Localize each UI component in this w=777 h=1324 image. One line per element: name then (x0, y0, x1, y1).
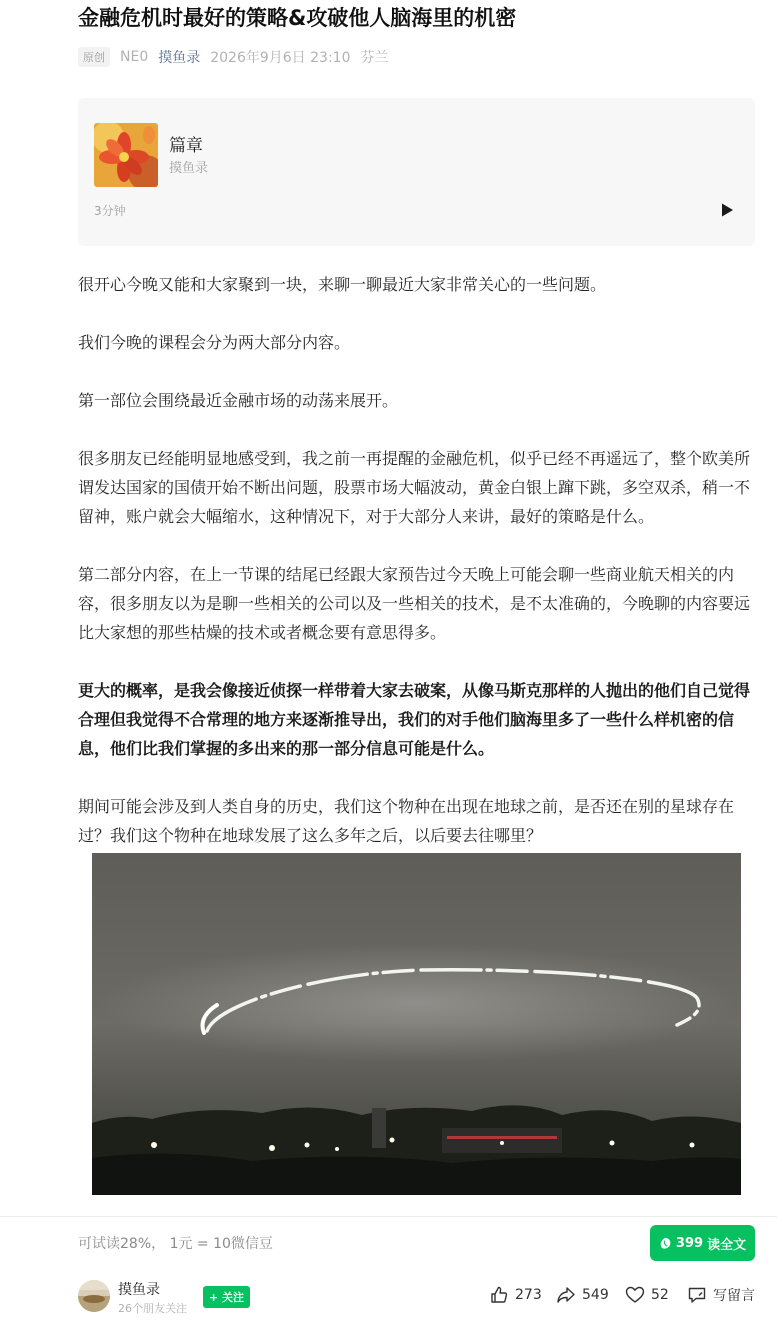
heart-icon (625, 1285, 645, 1305)
article-paragraph: 期间可能会涉及到人类自身的历史，我们这个物种在出现在地球之前，是否还在别的星球存在过？我们这个物种在地球发展了这么多年之后，以后要去往哪里？ (78, 797, 735, 845)
wechat-bean-icon (659, 1237, 672, 1250)
comment-button[interactable] (687, 1285, 755, 1305)
article-paragraph: 很多朋友已经能明显地感受到，我之前一再提醒的金融危机，似乎已经不再遥远了，整个欧美所谓发达国家的国债开始不断出问题，股票市场大幅波动，黄金白银上蹿下跳，多空双杀，稍一不留神，账户就会大幅缩水，这种情况下，对于大部分人来讲，最好的策略是什么。 (78, 449, 751, 526)
audio-account: 摸鱼录 (169, 161, 209, 176)
read-full-button[interactable] (650, 1225, 755, 1261)
like-button[interactable] (489, 1285, 542, 1305)
share-button[interactable] (556, 1285, 609, 1305)
audio-duration: 3分钟 (94, 204, 126, 218)
share-count: 549 (582, 1287, 609, 1303)
like-count: 273 (515, 1287, 542, 1303)
article-body (78, 270, 756, 879)
trial-read-info: 可试读28%， 1元 = 10微信豆 (78, 1236, 273, 1252)
favorite-button[interactable] (625, 1285, 669, 1305)
share-icon (556, 1285, 576, 1305)
comment-icon (687, 1285, 707, 1305)
comment-label: 写留言 (713, 1288, 755, 1304)
audio-cover-image (94, 123, 158, 187)
account-link[interactable]: 摸鱼录 (158, 50, 201, 66)
audio-card[interactable] (78, 98, 755, 246)
original-badge: 原创 (78, 47, 110, 67)
article-photo (92, 853, 741, 1195)
article-meta (78, 46, 388, 68)
article-paragraph: 第二部分内容，在上一节课的结尾已经跟大家预告过今天晚上可能会聊一些商业航天相关的内容，很多朋友以为是聊一些相关的公司以及一些相关的技术，是不太准确的，今晚聊的内容要远比大家想的那些枯燥的技术或者概念要有意思得多。 (78, 565, 751, 642)
thumbs-up-icon (489, 1285, 509, 1305)
article-paragraph: 很开心今晚又能和大家聚到一块，来聊一聊最近大家非常关心的一些问题。 (78, 275, 607, 294)
article-paragraph: 第一部位会围绕最近金融市场的动荡来展开。 (78, 391, 399, 410)
footer-divider (0, 1216, 777, 1217)
footer-account-name[interactable]: 摸鱼录 (118, 1282, 160, 1298)
read-full-label: 读全文 (707, 1237, 747, 1253)
play-icon[interactable] (719, 202, 735, 218)
read-count: 399 (675, 1235, 704, 1251)
avatar[interactable] (78, 1280, 110, 1312)
publish-date: 2026年9月6日 23:10 (210, 50, 351, 66)
article-paragraph-bold: 更大的概率，是我会像接近侦探一样带着大家去破案，从像马斯克那样的人抛出的他们自己觉得合理但我觉得不合常理的地方来逐渐推导出，我们的对手他们脑海里多了一些什么样机密的信息，他们比我们掌握的多出来的那一部分信息可能是什么。 (78, 681, 751, 758)
article-paragraph: 我们今晚的课程会分为两大部分内容。 (78, 333, 351, 352)
favorite-count: 52 (651, 1287, 669, 1303)
audio-title: 篇章 (169, 136, 203, 156)
follow-button[interactable]: + 关注 (203, 1286, 250, 1308)
author-name[interactable]: NE0 (120, 49, 149, 65)
friends-follow-count: 26个朋友关注 (118, 1302, 187, 1315)
publish-location: 芬兰 (360, 50, 389, 66)
article-title: 金融危机时最好的策略&攻破他人脑海里的机密 (78, 6, 517, 30)
